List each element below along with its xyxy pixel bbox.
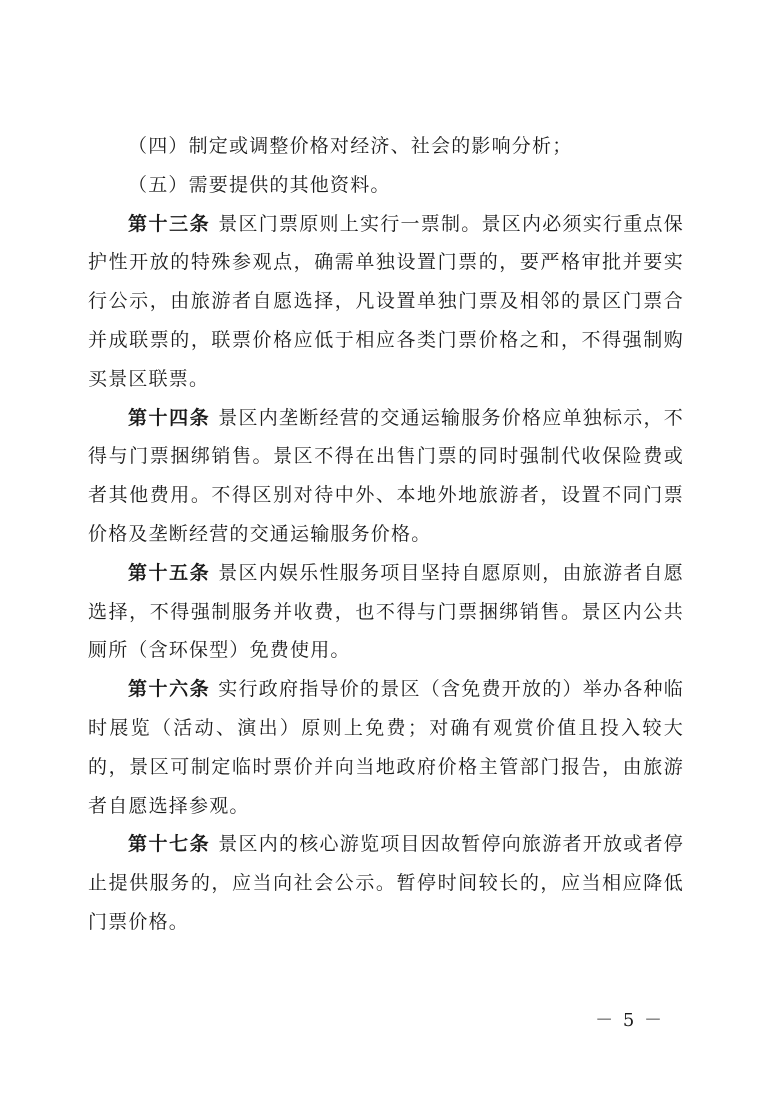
article-15 — [88, 554, 684, 670]
article-text: 景区内的核心游览项目因故暂停向旅游者开放或者停止提供服务的，应当向社会公示。暂停时间较长的，应当相应降低门票价格。 — [88, 833, 684, 933]
article-13 — [88, 205, 684, 399]
paragraph-text: （四）制定或调整价格对经济、社会的影响分析； — [128, 135, 573, 157]
article-heading: 第十六条 — [128, 678, 211, 701]
article-text: 景区内垄断经营的交通运输服务价格应单独标示，不得与门票捆绑销售。景区不得在出售门票的同时强制代收保险费或者其他费用。不得区别对待中外、本地外地旅游者，设置不同门票价格及垄断经营的交通运输服务价格。 — [88, 406, 684, 545]
article-heading: 第十四条 — [128, 406, 211, 429]
paragraph-item-5 — [88, 166, 684, 205]
article-text: 实行政府指导价的景区（含免费开放的）举办各种临时展览（活动、演出）原则上免费；对确有观赏价值且投入较大的，景区可制定临时票价并向当地政府价格主管部门报告，由旅游者自愿选择参观。 — [88, 678, 684, 817]
article-heading: 第十三条 — [128, 212, 211, 235]
article-14 — [88, 399, 684, 554]
article-heading: 第十七条 — [128, 833, 211, 856]
paragraph-text: （五）需要提供的其他资料。 — [128, 173, 391, 196]
article-17 — [88, 825, 684, 941]
article-text: 景区门票原则上实行一票制。景区内必须实行重点保护性开放的特殊参观点，确需单独设置门票的，要严格审批并要实行公示，由旅游者自愿选择，凡设置单独门票及相邻的景区门票合并成联票的，联票价格应低于相应各类门票价格之和，不得强制购买景区联票。 — [88, 212, 684, 390]
paragraph-item-4 — [88, 127, 684, 166]
article-heading: 第十五条 — [128, 561, 211, 584]
page-number: － 5 － — [595, 1010, 664, 1031]
article-text: 景区内娱乐性服务项目坚持自愿原则，由旅游者自愿选择，不得强制服务并收费，也不得与门票捆绑销售。景区内公共厕所（含环保型）免费使用。 — [88, 561, 684, 662]
article-16 — [88, 670, 684, 825]
body-text — [88, 127, 684, 942]
